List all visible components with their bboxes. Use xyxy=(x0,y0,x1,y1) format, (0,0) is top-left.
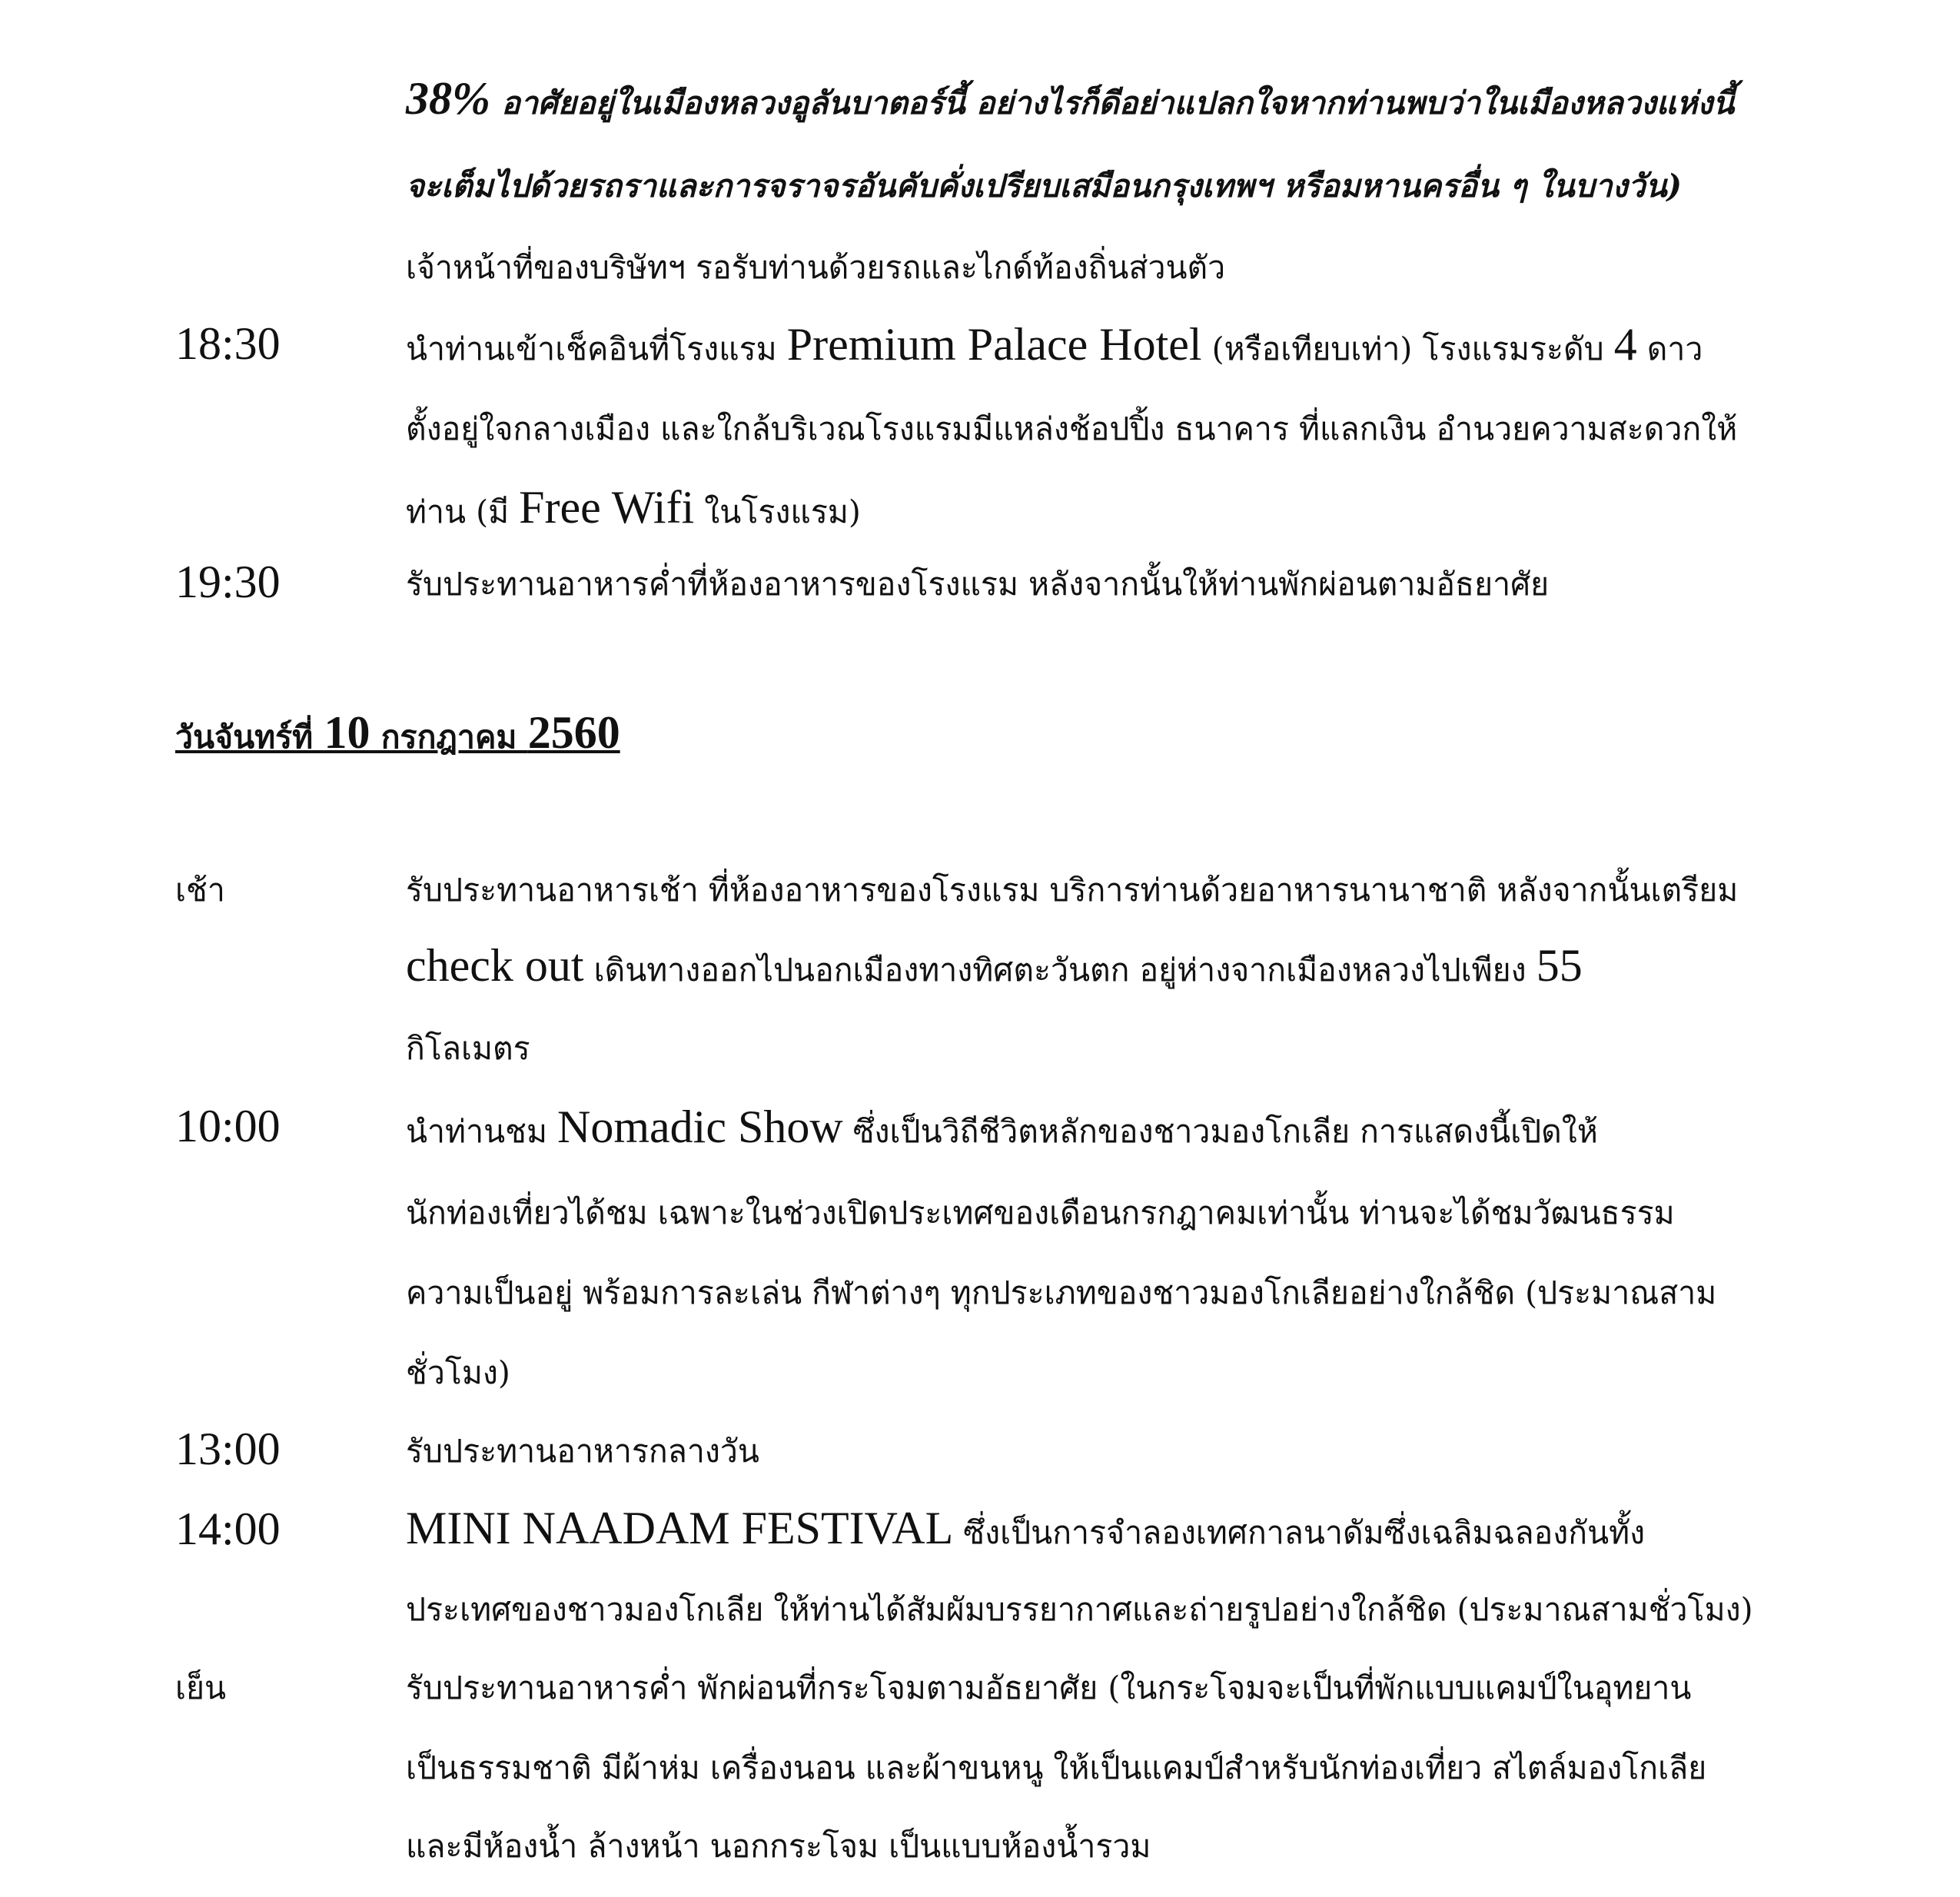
entry-1000-line-1 xyxy=(406,1101,1598,1154)
entry-1400-line-2: ประเทศของชาวมองโกเลีย ให้ท่านได้สัมผัมบรรยากาศและถ่ายรูปอย่างใกล้ชิด (ประมาณสามชั่วโมง) xyxy=(406,1591,1753,1628)
entry-1000-text-b: ซึ่งเป็นวิถีชีวิตหลักของชาวมองโกเลีย การแสดงนี้เปิดให้ xyxy=(842,1113,1598,1150)
entry-1300-line-1: รับประทานอาหารกลางวัน xyxy=(406,1433,759,1470)
distance-km: 55 xyxy=(1536,940,1583,991)
entry-1830-text-c: ดาว xyxy=(1636,331,1703,367)
day-heading-year: 2560 xyxy=(527,707,620,758)
time-evening: เย็น xyxy=(175,1669,227,1706)
entry-1830-text-e: ในโรงแรม) xyxy=(694,493,861,530)
intro-percent: 38% xyxy=(406,73,490,124)
time-1930: 19:30 xyxy=(175,556,281,607)
day-heading-text-b: กรกฎาคม xyxy=(370,719,528,756)
hotel-stars: 4 xyxy=(1613,319,1637,370)
entry-1000-text-a: นำท่านชม xyxy=(406,1113,558,1150)
time-1300: 13:00 xyxy=(175,1424,281,1474)
day-heading-text-a: วันจันทร์ที่ xyxy=(175,719,324,756)
hotel-name: Premium Palace Hotel xyxy=(786,319,1202,370)
entry-evening-line-1: รับประทานอาหารค่ำ พักผ่อนที่กระโจมตามอัธยาศัย (ในกระโจมจะเป็นที่พักแบบแคมป์ในอุทยาน xyxy=(406,1669,1692,1706)
intro-line-2: จะเต็มไปด้วยรถราและการจราจรอันคับคั่งเปรียบเสมือนกรุงเทพฯ หรือมหานครอื่น ๆ ในบางวัน) xyxy=(406,168,1683,204)
entry-1000-line-4: ชั่วโมง) xyxy=(406,1354,510,1391)
intro-line-3: เจ้าหน้าที่ของบริษัทฯ รอรับท่านด้วยรถและไกด์ท้องถิ่นส่วนตัว xyxy=(406,249,1226,286)
intro-line-1-text: อาศัยอยู่ในเมืองหลวงอูลันบาตอร์นี้ อย่างไรก็ดีอย่าแปลกใจหากท่านพบว่าในเมืองหลวงแห่งนี้ xyxy=(490,85,1735,121)
entry-1830-line-2: ตั้งอยู่ใจกลางเมือง และใกล้บริเวณโรงแรมมีแหล่งช้อปปิ้ง ธนาคาร ที่แลกเงิน อำนวยความสะดวกให้ xyxy=(406,410,1738,447)
entry-1930-line-1: รับประทานอาหารค่ำที่ห้องอาหารของโรงแรม หลังจากนั้นให้ท่านพักผ่อนตามอัธยาศัย xyxy=(406,566,1550,603)
time-morning: เช้า xyxy=(175,872,225,909)
entry-1830-text-b: (หรือเทียบเท่า) โรงแรมระดับ xyxy=(1201,331,1614,367)
day-heading-day: 10 xyxy=(324,707,370,758)
entry-1830-line-3 xyxy=(406,484,861,535)
entry-morning-text-a: เดินทางออกไปนอกเมืองทางทิศตะวันตก อยู่ห่างจากเมืองหลวงไปเพียง xyxy=(583,952,1536,988)
festival-name: MINI NAADAM FESTIVAL xyxy=(406,1503,954,1553)
entry-1400-text-b: ซึ่งเป็นการจำลองเทศกาลนาดัมซึ่งเฉลิมฉลองกันทั้ง xyxy=(953,1514,1646,1551)
entry-morning-line-2 xyxy=(406,942,1583,993)
entry-1830-line-1 xyxy=(406,321,1703,372)
time-1400: 14:00 xyxy=(175,1503,281,1554)
checkout-label: check out xyxy=(406,940,584,991)
entry-1000-line-3: ความเป็นอยู่ พร้อมการละเล่น กีฬาต่างๆ ทุกประเภทของชาวมองโกเลียอย่างใกล้ชิด (ประมาณสาม xyxy=(406,1274,1717,1311)
entry-morning-line-3: กิโลเมตร xyxy=(406,1030,530,1067)
day-heading xyxy=(175,706,620,764)
entry-1830-text-d: ท่าน (มี xyxy=(406,493,520,530)
time-1830: 18:30 xyxy=(175,318,281,369)
entry-1000-line-2: นักท่องเที่ยวได้ชม เฉพาะในช่วงเปิดประเทศของเดือนกรกฎาคมเท่านั้น ท่านจะได้ชมวัฒนธรรม xyxy=(406,1194,1675,1231)
entry-evening-line-2: เป็นธรรมชาติ มีผ้าห่ม เครื่องนอน และผ้าขนหนู ให้เป็นแคมป์สำหรับนักท่องเที่ยว สไตล์มองโกเลีย xyxy=(406,1749,1707,1786)
entry-1400-line-1 xyxy=(406,1505,1645,1556)
entry-morning-line-1: รับประทานอาหารเช้า ที่ห้องอาหารของโรงแรม บริการท่านด้วยอาหารนานาชาติ หลังจากนั้นเตรียม xyxy=(406,872,1739,909)
entry-evening-line-3: และมีห้องน้ำ ล้างหน้า นอกกระโจม เป็นแบบห้องน้ำรวม xyxy=(406,1828,1151,1865)
time-1000: 10:00 xyxy=(175,1101,281,1151)
entry-1830-text-a: นำท่านเข้าเช็คอินที่โรงแรม xyxy=(406,331,787,367)
show-name: Nomadic Show xyxy=(557,1101,843,1152)
wifi-label: Free Wifi xyxy=(519,482,695,533)
intro-line-1 xyxy=(406,75,1734,126)
